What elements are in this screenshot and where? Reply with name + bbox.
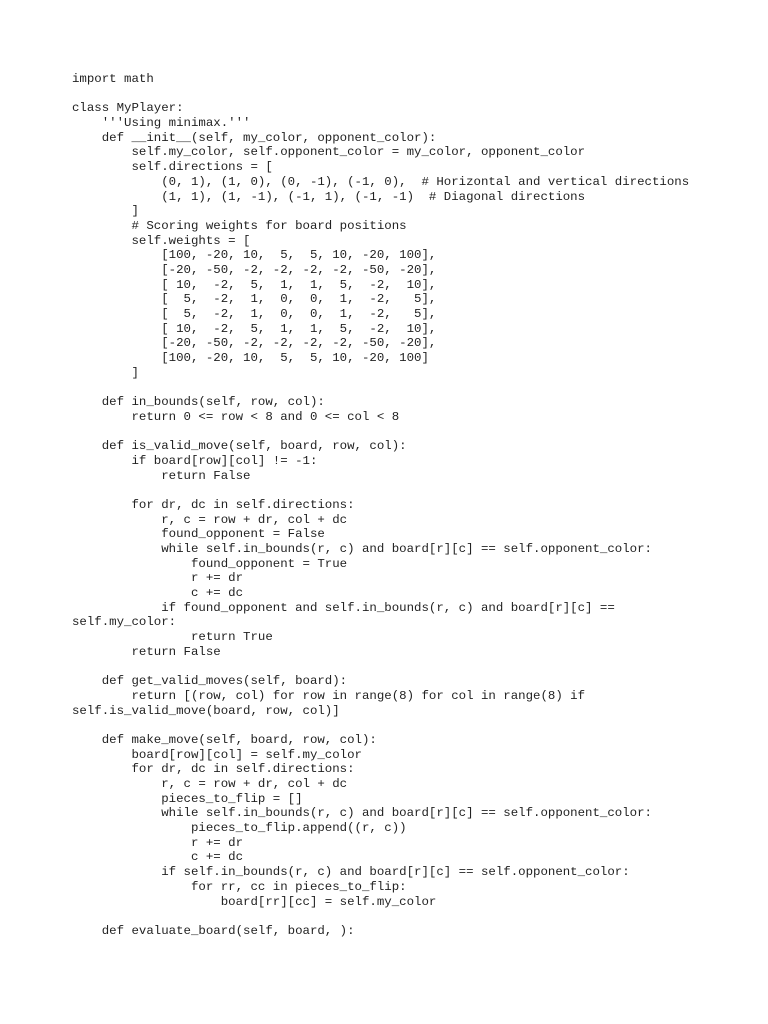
code-line: def __init__(self, my_color, opponent_color):	[72, 130, 437, 145]
code-line: r, c = row + dr, col + dc	[72, 512, 348, 527]
code-line: def in_bounds(self, row, col):	[72, 395, 325, 410]
code-line: r, c = row + dr, col + dc	[72, 777, 348, 791]
code-line: return False	[72, 644, 221, 659]
code-line: pieces_to_flip.append((r, c))	[72, 821, 407, 836]
code-line: class MyPlayer:	[72, 101, 184, 116]
code-line: c += dc	[72, 586, 244, 601]
code-line: def get_valid_moves(self, board):	[72, 674, 348, 689]
code-line: import math	[72, 72, 154, 86]
code-line: c += dc	[72, 850, 244, 865]
code-line: '''Using minimax.'''	[72, 116, 251, 131]
code-line	[72, 87, 689, 102]
code-line: ]	[72, 365, 139, 380]
code-line: def is_valid_move(self, board, row, col):	[72, 439, 407, 454]
code-line: for rr, cc in pieces_to_flip:	[72, 879, 407, 894]
code-line: for dr, dc in self.directions:	[72, 762, 355, 777]
code-line	[72, 380, 689, 395]
code-line: if self.in_bounds(r, c) and board[r][c] == self.opponent_color:	[72, 865, 630, 880]
code-line: [-20, -50, -2, -2, -2, -2, -50, -20],	[72, 262, 437, 277]
code-line: found_opponent = False	[72, 527, 325, 542]
code-line: [100, -20, 10, 5, 5, 10, -20, 100],	[72, 248, 437, 263]
code-line: if board[row][col] != -1:	[72, 453, 318, 468]
code-line: [-20, -50, -2, -2, -2, -2, -50, -20],	[72, 336, 437, 351]
code-line: ]	[72, 204, 139, 219]
code-line	[72, 425, 689, 440]
code-line: return False	[72, 468, 251, 483]
code-line: return [(row, col) for row in range(8) for col in range(8) if	[72, 688, 586, 703]
code-line: while self.in_bounds(r, c) and board[r][c] == self.opponent_color:	[72, 806, 652, 821]
code-line: self.my_color:	[72, 615, 177, 630]
code-line: self.my_color, self.opponent_color = my_color, opponent_color	[72, 145, 586, 160]
code-line: board[row][col] = self.my_color	[72, 747, 362, 762]
code-line: pieces_to_flip = []	[72, 791, 303, 806]
code-line: r += dr	[72, 835, 244, 850]
code-line: self.directions = [	[72, 160, 273, 175]
code-line	[72, 483, 689, 498]
code-block	[72, 72, 689, 939]
code-line: [ 10, -2, 5, 1, 1, 5, -2, 10],	[72, 277, 437, 292]
code-line: self.weights = [	[72, 233, 251, 248]
code-line: (0, 1), (1, 0), (0, -1), (-1, 0), # Horizontal and vertical directions	[72, 174, 690, 189]
code-line: board[rr][cc] = self.my_color	[72, 894, 437, 909]
code-line	[72, 718, 689, 733]
code-line: def evaluate_board(self, board, ):	[72, 923, 355, 938]
code-line	[72, 909, 689, 924]
code-line: # Scoring weights for board positions	[72, 218, 407, 233]
code-line: while self.in_bounds(r, c) and board[r][c] == self.opponent_color:	[72, 542, 652, 556]
code-line: return True	[72, 630, 273, 645]
code-line: return 0 <= row < 8 and 0 <= col < 8	[72, 409, 400, 424]
code-line	[72, 660, 689, 675]
code-line: [100, -20, 10, 5, 5, 10, -20, 100]	[72, 351, 429, 366]
code-line: for dr, dc in self.directions:	[72, 497, 355, 512]
code-line: found_opponent = True	[72, 556, 348, 571]
code-line: [ 5, -2, 1, 0, 0, 1, -2, 5],	[72, 307, 437, 321]
code-line: [ 5, -2, 1, 0, 0, 1, -2, 5],	[72, 292, 437, 307]
code-line: r += dr	[72, 571, 244, 586]
code-line: [ 10, -2, 5, 1, 1, 5, -2, 10],	[72, 321, 437, 336]
code-line: if found_opponent and self.in_bounds(r, c) and board[r][c] ==	[72, 600, 615, 615]
code-line: self.is_valid_move(board, row, col)]	[72, 703, 340, 718]
code-line: def make_move(self, board, row, col):	[72, 732, 377, 747]
code-line: (1, 1), (1, -1), (-1, 1), (-1, -1) # Diagonal directions	[72, 189, 586, 204]
